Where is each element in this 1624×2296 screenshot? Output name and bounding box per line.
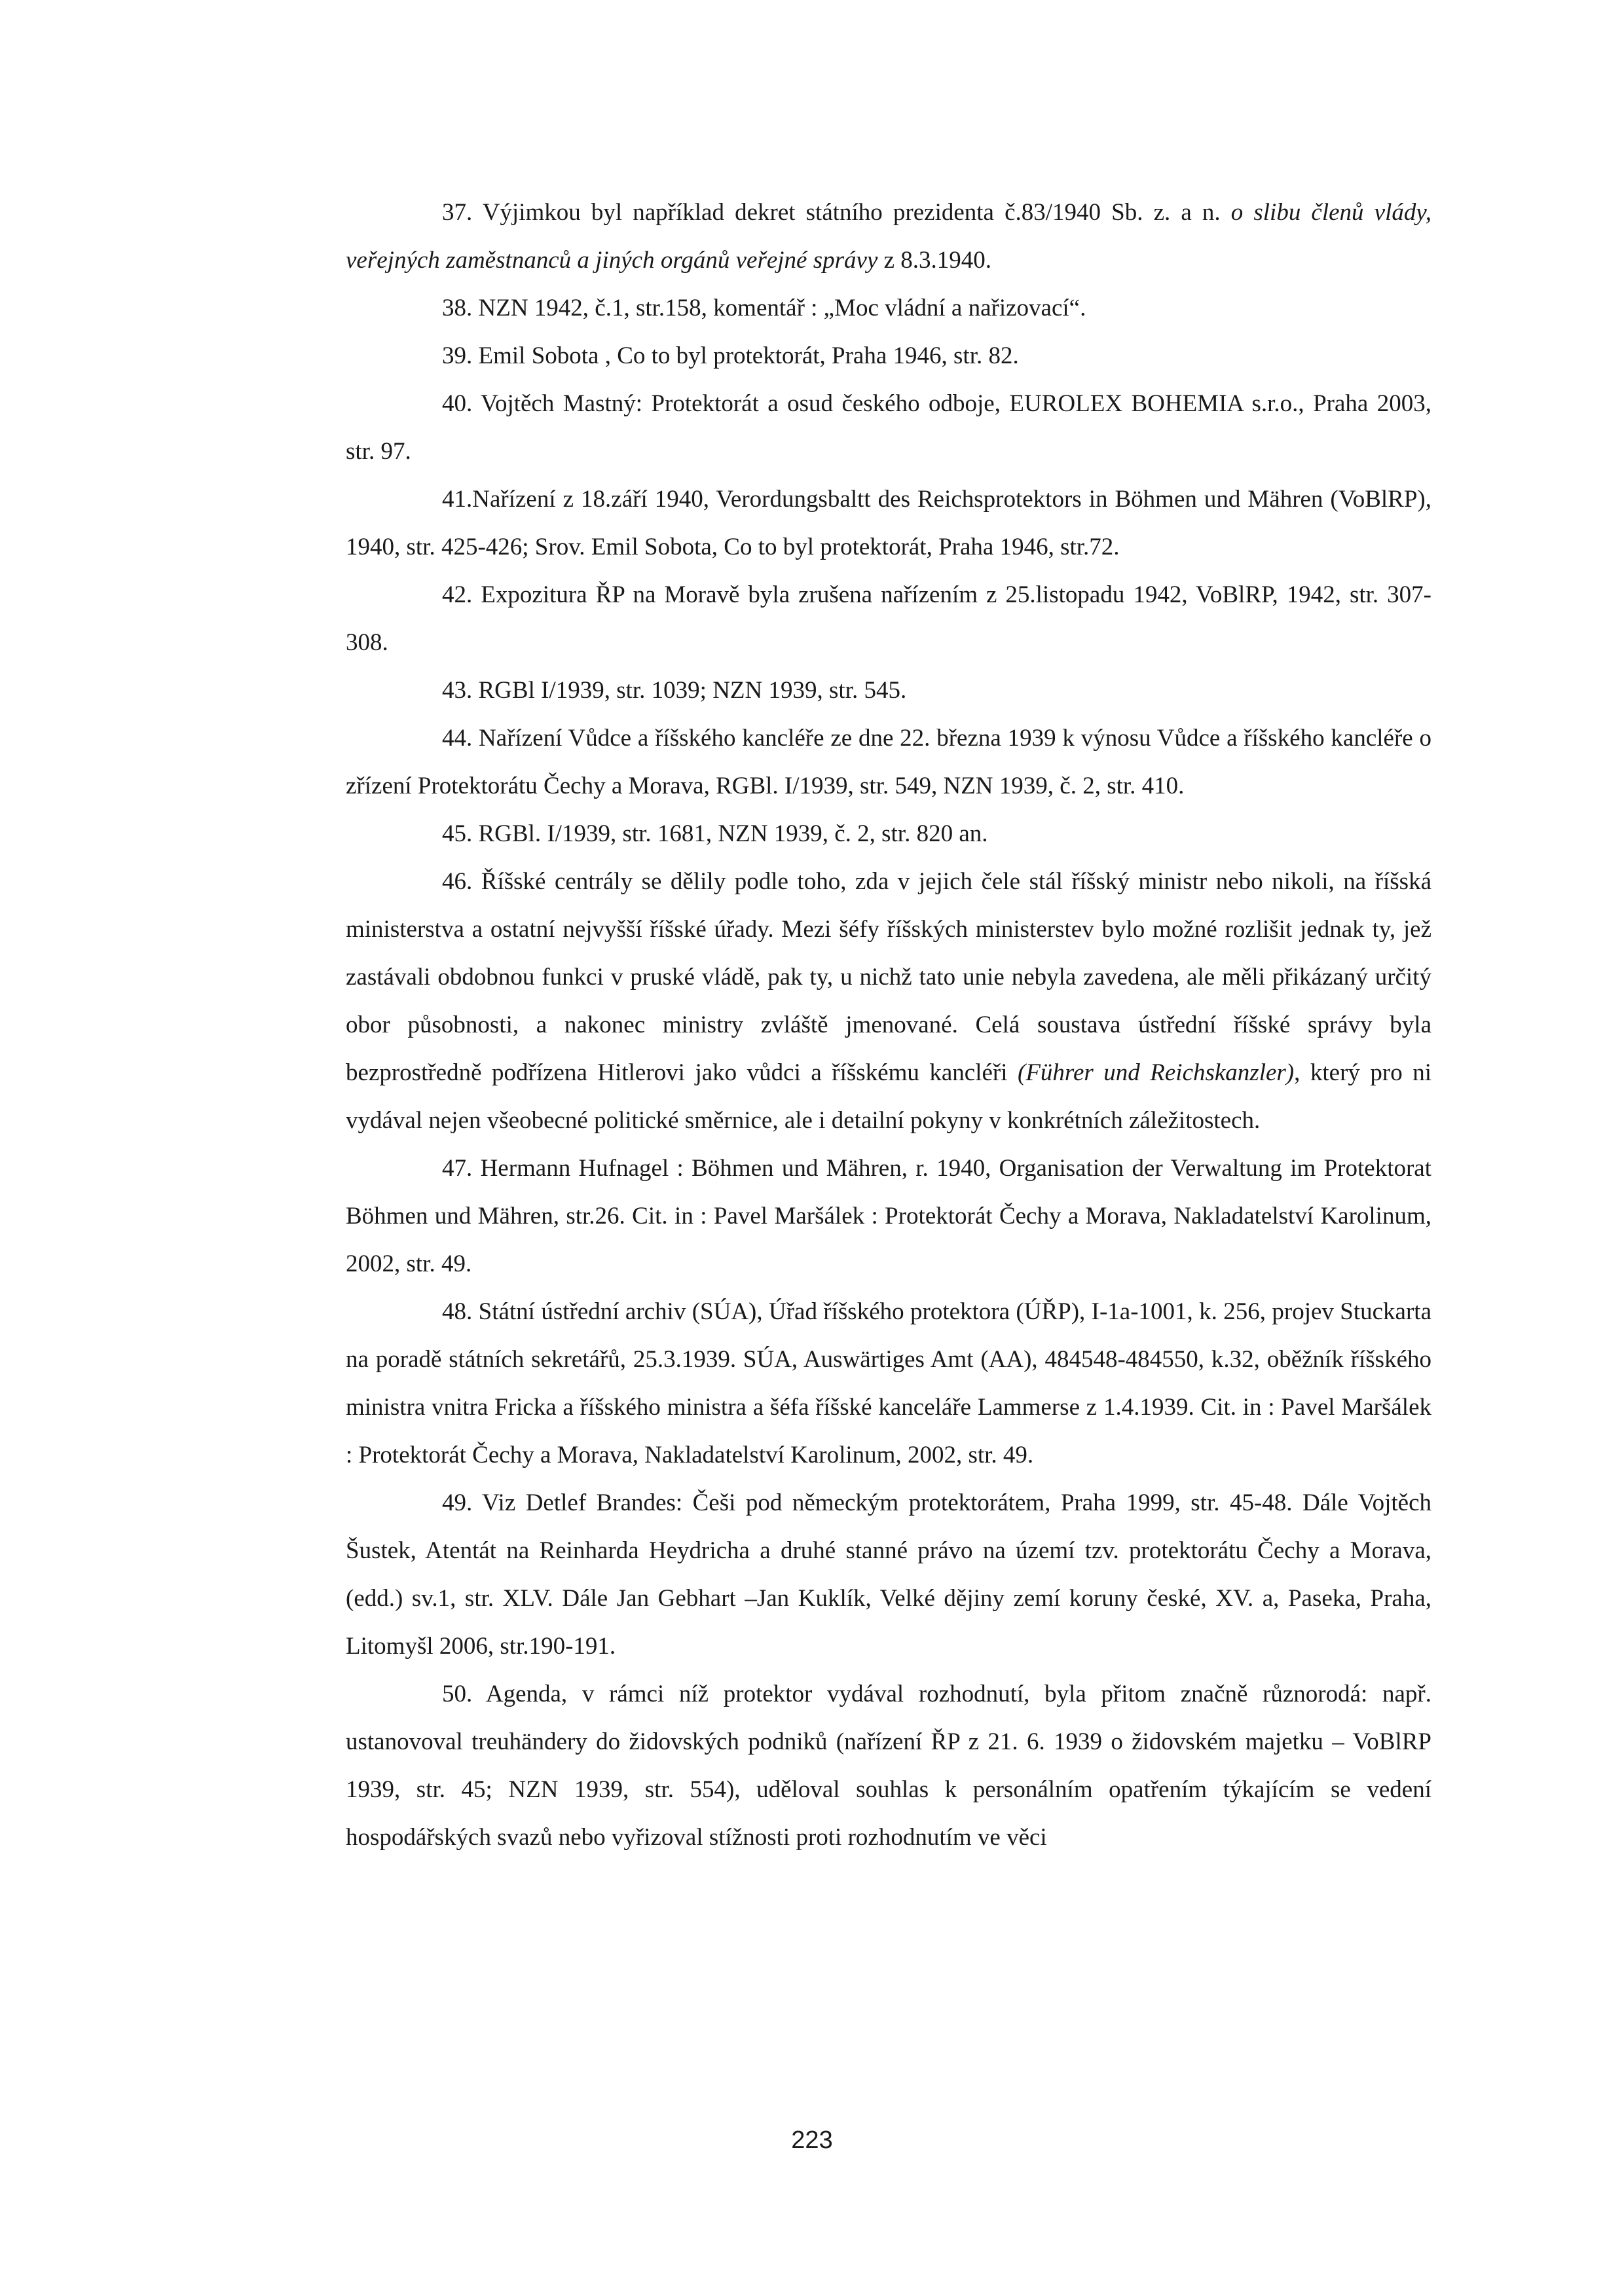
footnotes-body (346, 189, 1431, 1861)
footnote (346, 1479, 1431, 1670)
footnote-text: 38. NZN 1942, č.1, str.158, komentář : „Moc vládní a nařizovací“. (442, 295, 1086, 321)
footnote (346, 1670, 1431, 1861)
footnote-text: 37. Výjimkou byl například dekret státního prezidenta č.83/1940 Sb. z. a n. (442, 199, 1231, 226)
footnote (346, 571, 1431, 666)
footnote-text: 48. Státní ústřední archiv (SÚA), Úřad říšského protektora (ÚŘP), I-1a-1001, k. 256, projev Stuckarta na poradě státních sekretářů, 25.3.1939. SÚA, Auswärtiges Amt (AA), 484548-484550, k.32, oběžník říšského ministra vnitra Fricka a říšského ministra a šéfa říšské kanceláře Lammerse z 1.4.1939. Cit. in : Pavel Maršálek : Protektorát Čechy a Morava, Nakladatelství Karolinum, 2002, str. 49. (346, 1298, 1431, 1468)
footnote-text: 50. Agenda, v rámci níž protektor vydával rozhodnutí, byla přitom značně různorodá: např. ustanovoval treuhändery do židovských podniků (nařízení ŘP z 21. 6. 1939 o židovském majetku – VoBlRP 1939, str. 45; NZN 1939, str. 554), uděloval souhlas k personálním opatřením týkajícím se vedení hospodářských svazů nebo vyřizoval stížnosti proti rozhodnutím ve věci (346, 1681, 1431, 1851)
footnote-text: 45. RGBl. I/1939, str. 1681, NZN 1939, č. 2, str. 820 an. (442, 820, 988, 847)
footnote-text: 41.Nařízení z 18.září 1940, Verordungsbaltt des Reichsprotektors in Böhmen und Mähren (VoBlRP), 1940, str. 425-426; Srov. Emil Sobota, Co to byl protektorát, Praha 1946, str.72. (346, 486, 1431, 560)
footnote-text: 49. Viz Detlef Brandes: Češi pod německým protektorátem, Praha 1999, str. 45-48. Dále Vojtěch Šustek, Atentát na Reinharda Heydricha a druhé stanné právo na území tzv. protektorátu Čechy a Morava, (edd.) sv.1, str. XLV. Dále Jan Gebhart –Jan Kuklík, Velké dějiny zemí koruny české, XV. a, Paseka, Praha, Litomyšl 2006, str.190-191. (346, 1489, 1431, 1660)
footnote (346, 858, 1431, 1144)
footnote-text: 44. Nařízení Vůdce a říšského kancléře ze dne 22. března 1939 k výnosu Vůdce a říšského kancléře o zřízení Protektorátu Čechy a Morava, RGBl. I/1939, str. 549, NZN 1939, č. 2, str. 410. (346, 725, 1431, 799)
footnote (346, 475, 1431, 571)
footnote-italic-text: (Führer und Reichskanzler) (1018, 1059, 1295, 1086)
footnote-text: z 8.3.1940. (877, 247, 992, 274)
footnote-text: 43. RGBl I/1939, str. 1039; NZN 1939, str. 545. (442, 677, 907, 704)
footnote (346, 666, 1431, 714)
footnote-text: , který pro ni vydával nejen všeobecné politické směrnice, ale i detailní pokyny v konkrétních záležitostech. (346, 1059, 1432, 1134)
footnote (346, 1288, 1431, 1479)
page-number: 223 (791, 2126, 833, 2154)
footnote-text: 47. Hermann Hufnagel : Böhmen und Mähren, r. 1940, Organisation der Verwaltung im Protektorat Böhmen und Mähren, str.26. Cit. in : Pavel Maršálek : Protektorát Čechy a Morava, Nakladatelství Karolinum, 2002, str. 49. (346, 1155, 1431, 1277)
footnote (346, 284, 1431, 332)
footnote-text: 46. Říšské centrály se dělily podle toho, zda v jejich čele stál říšský ministr nebo nikoli, na říšská ministerstva a ostatní nejvyšší říšské úřady. Mezi šéfy říšských ministerstev bylo možné rozlišit jednak ty, jež zastávali obdobnou funkci v pruské vládě, pak ty, u nichž tato unie nebyla zavedena, ale měli přikázaný určitý obor působnosti, a nakonec ministry zvláště jmenované. Celá soustava ústřední říšské správy byla bezprostředně podřízena Hitlerovi jako vůdci a říšskému kancléři (346, 868, 1431, 1086)
footnote-text: 40. Vojtěch Mastný: Protektorát a osud českého odboje, EUROLEX BOHEMIA s.r.o., Praha 2003, str. 97. (346, 390, 1431, 465)
footnote (346, 810, 1431, 858)
footnote (346, 1144, 1431, 1288)
footnote (346, 189, 1431, 284)
footnote (346, 332, 1431, 380)
footnote-italic-text: o slibu členů vlády, veřejných zaměstnanců a jiných orgánů veřejné správy (346, 199, 1431, 274)
footnote (346, 714, 1431, 810)
footnote-text: 39. Emil Sobota , Co to byl protektorát, Praha 1946, str. 82. (442, 342, 1019, 369)
footnote (346, 380, 1431, 475)
footnote-text: 42. Expozitura ŘP na Moravě byla zrušena nařízením z 25.listopadu 1942, VoBlRP, 1942, str. 307-308. (346, 581, 1431, 656)
